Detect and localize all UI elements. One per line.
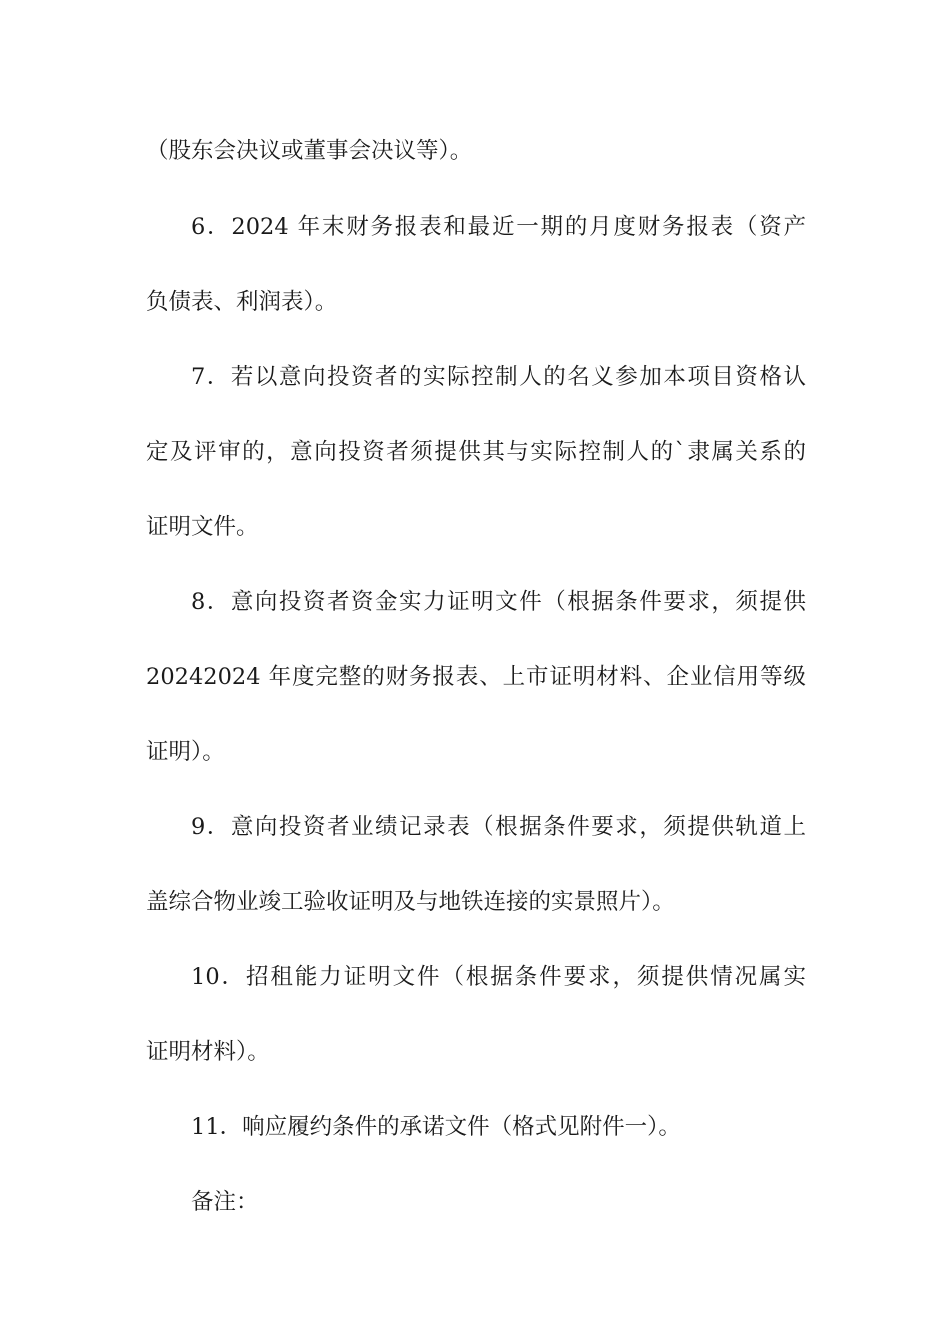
- text-line: 8．意向投资者资金实力证明文件（根据条件要求，须提供: [191, 589, 806, 615]
- text-line: （股东会决议或董事会决议等）。: [146, 138, 473, 164]
- text-line: 盖综合物业竣工验收证明及与地铁连接的实景照片）。: [146, 889, 675, 915]
- text-line: 证明材料）。: [146, 1039, 270, 1065]
- text-line: 证明）。: [146, 739, 225, 765]
- text-line: 负债表、利润表）。: [146, 289, 338, 315]
- text-line: 7．若以意向投资者的实际控制人的名义参加本项目资格认: [191, 364, 806, 390]
- text-line: 10．招租能力证明文件（根据条件要求，须提供情况属实: [191, 964, 806, 990]
- text-line: 备注：: [191, 1189, 259, 1215]
- text-line: 定及评审的，意向投资者须提供其与实际控制人的`隶属关系的: [146, 439, 806, 465]
- text-line: 证明文件。: [146, 514, 259, 540]
- text-line: 9．意向投资者业绩记录表（根据条件要求，须提供轨道上: [191, 814, 806, 840]
- text-line: 11．响应履约条件的承诺文件（格式见附件一）。: [191, 1114, 681, 1140]
- text-line: 6．2024 年末财务报表和最近一期的月度财务报表（资产: [191, 214, 806, 240]
- text-line: 20242024 年度完整的财务报表、上市证明材料、企业信用等级: [146, 664, 806, 690]
